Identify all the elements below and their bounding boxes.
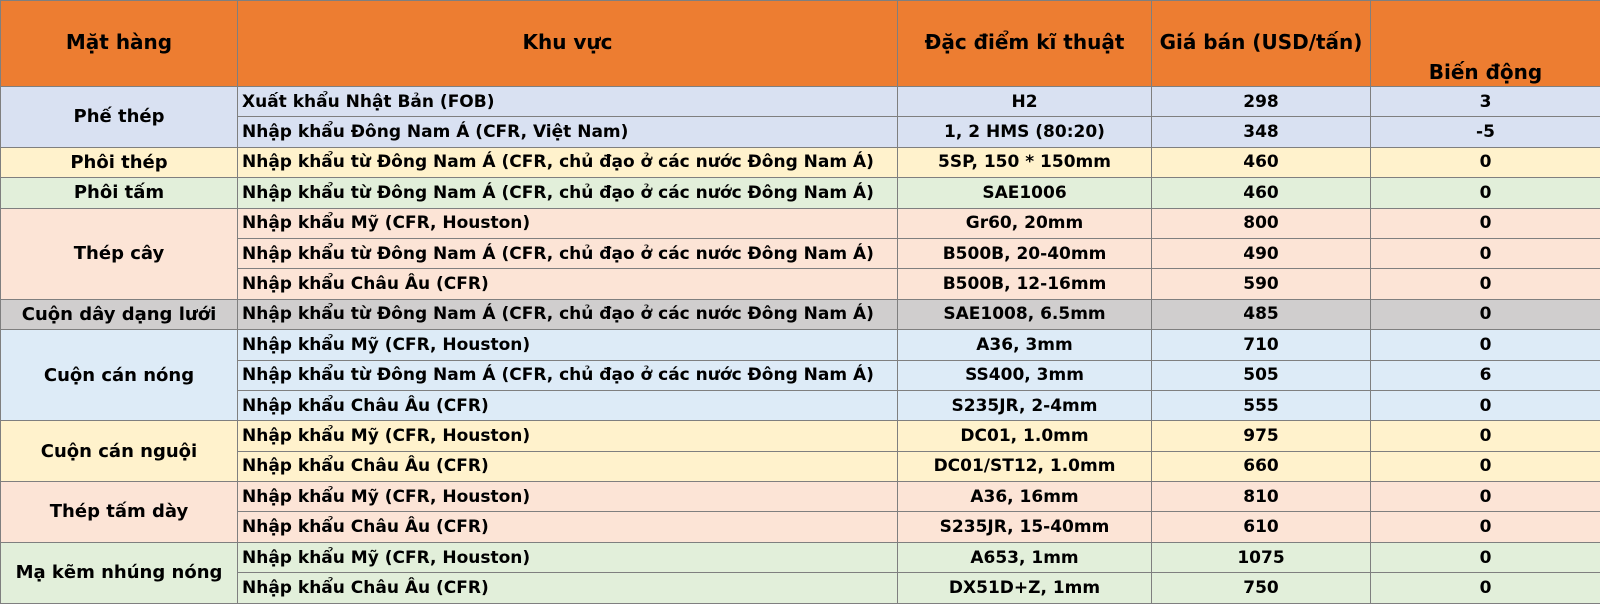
table-row xyxy=(1,573,1600,603)
spec-cell: DC01, 1.0mm xyxy=(898,421,1152,451)
spec-cell: A36, 3mm xyxy=(898,330,1152,360)
change-cell: 0 xyxy=(1371,512,1600,542)
table-row xyxy=(1,87,1600,117)
spec-cell: Gr60, 20mm xyxy=(898,208,1152,238)
change-cell: 0 xyxy=(1371,269,1600,299)
region-cell: Nhập khẩu Đông Nam Á (CFR, Việt Nam) xyxy=(238,117,898,147)
price-cell: 810 xyxy=(1152,482,1371,512)
spec-cell: SAE1006 xyxy=(898,178,1152,208)
table-row xyxy=(1,360,1600,390)
header-item: Mặt hàng xyxy=(1,1,238,87)
region-cell: Nhập khẩu Châu Âu (CFR) xyxy=(238,451,898,481)
spec-cell: 5SP, 150 * 150mm xyxy=(898,147,1152,177)
change-cell: 0 xyxy=(1371,299,1600,329)
region-cell: Nhập khẩu từ Đông Nam Á (CFR, chủ đạo ở các nước Đông Nam Á) xyxy=(238,360,898,390)
table-row xyxy=(1,178,1600,208)
table-row xyxy=(1,542,1600,572)
price-cell: 750 xyxy=(1152,573,1371,603)
region-cell: Nhập khẩu từ Đông Nam Á (CFR, chủ đạo ở các nước Đông Nam Á) xyxy=(238,178,898,208)
region-cell: Nhập khẩu Châu Âu (CFR) xyxy=(238,512,898,542)
table-row xyxy=(1,421,1600,451)
spec-cell: SS400, 3mm xyxy=(898,360,1152,390)
table-row xyxy=(1,451,1600,481)
change-cell: 0 xyxy=(1371,390,1600,420)
spec-cell: S235JR, 15-40mm xyxy=(898,512,1152,542)
table-row xyxy=(1,147,1600,177)
commodity-name: Phôi thép xyxy=(1,147,238,177)
change-cell: 6 xyxy=(1371,360,1600,390)
table-row xyxy=(1,208,1600,238)
change-cell: 0 xyxy=(1371,421,1600,451)
spec-cell: S235JR, 2-4mm xyxy=(898,390,1152,420)
region-cell: Nhập khẩu Mỹ (CFR, Houston) xyxy=(238,330,898,360)
header-spec: Đặc điểm kĩ thuật xyxy=(898,1,1152,87)
price-cell: 460 xyxy=(1152,178,1371,208)
region-cell: Xuất khẩu Nhật Bản (FOB) xyxy=(238,87,898,117)
region-cell: Nhập khẩu Châu Âu (CFR) xyxy=(238,269,898,299)
region-cell: Nhập khẩu Châu Âu (CFR) xyxy=(238,573,898,603)
change-cell: 0 xyxy=(1371,573,1600,603)
commodity-name: Thép cây xyxy=(1,208,238,299)
price-cell: 555 xyxy=(1152,390,1371,420)
table-body xyxy=(1,87,1600,604)
price-cell: 505 xyxy=(1152,360,1371,390)
header-region: Khu vực xyxy=(238,1,898,87)
change-cell: 0 xyxy=(1371,542,1600,572)
region-cell: Nhập khẩu từ Đông Nam Á (CFR, chủ đạo ở các nước Đông Nam Á) xyxy=(238,299,898,329)
region-cell: Nhập khẩu Mỹ (CFR, Houston) xyxy=(238,208,898,238)
commodity-name: Cuộn cán nóng xyxy=(1,330,238,421)
region-cell: Nhập khẩu từ Đông Nam Á (CFR, chủ đạo ở các nước Đông Nam Á) xyxy=(238,147,898,177)
change-cell: 0 xyxy=(1371,330,1600,360)
table-header xyxy=(1,1,1600,87)
change-cell: 3 xyxy=(1371,87,1600,117)
commodity-name: Phế thép xyxy=(1,87,238,148)
price-cell: 710 xyxy=(1152,330,1371,360)
table-row xyxy=(1,390,1600,420)
commodity-name: Thép tấm dày xyxy=(1,482,238,543)
change-cell: 0 xyxy=(1371,482,1600,512)
region-cell: Nhập khẩu Mỹ (CFR, Houston) xyxy=(238,482,898,512)
region-cell: Nhập khẩu Châu Âu (CFR) xyxy=(238,390,898,420)
change-cell: 0 xyxy=(1371,238,1600,268)
header-change: Biến động xyxy=(1371,1,1600,87)
commodity-name: Cuộn cán nguội xyxy=(1,421,238,482)
commodity-name: Cuộn dây dạng lưới xyxy=(1,299,238,329)
price-cell: 298 xyxy=(1152,87,1371,117)
price-cell: 660 xyxy=(1152,451,1371,481)
table-row xyxy=(1,117,1600,147)
commodity-name: Phôi tấm xyxy=(1,178,238,208)
spec-cell: DC01/ST12, 1.0mm xyxy=(898,451,1152,481)
change-cell: -5 xyxy=(1371,117,1600,147)
spec-cell: SAE1008, 6.5mm xyxy=(898,299,1152,329)
commodity-name: Mạ kẽm nhúng nóng xyxy=(1,542,238,603)
change-cell: 0 xyxy=(1371,147,1600,177)
region-cell: Nhập khẩu Mỹ (CFR, Houston) xyxy=(238,542,898,572)
spec-cell: A653, 1mm xyxy=(898,542,1152,572)
spec-cell: H2 xyxy=(898,87,1152,117)
change-cell: 0 xyxy=(1371,178,1600,208)
price-cell: 610 xyxy=(1152,512,1371,542)
price-cell: 485 xyxy=(1152,299,1371,329)
price-cell: 348 xyxy=(1152,117,1371,147)
table-row xyxy=(1,299,1600,329)
table-row xyxy=(1,330,1600,360)
region-cell: Nhập khẩu từ Đông Nam Á (CFR, chủ đạo ở các nước Đông Nam Á) xyxy=(238,238,898,268)
price-cell: 590 xyxy=(1152,269,1371,299)
table-row xyxy=(1,512,1600,542)
table-row xyxy=(1,482,1600,512)
price-cell: 800 xyxy=(1152,208,1371,238)
price-cell: 975 xyxy=(1152,421,1371,451)
header-price: Giá bán (USD/tấn) xyxy=(1152,1,1371,87)
table-row xyxy=(1,238,1600,268)
spec-cell: B500B, 12-16mm xyxy=(898,269,1152,299)
header-row xyxy=(1,1,1600,87)
price-cell: 490 xyxy=(1152,238,1371,268)
spec-cell: 1, 2 HMS (80:20) xyxy=(898,117,1152,147)
spec-cell: B500B, 20-40mm xyxy=(898,238,1152,268)
change-cell: 0 xyxy=(1371,451,1600,481)
change-cell: 0 xyxy=(1371,208,1600,238)
spec-cell: A36, 16mm xyxy=(898,482,1152,512)
region-cell: Nhập khẩu Mỹ (CFR, Houston) xyxy=(238,421,898,451)
price-cell: 460 xyxy=(1152,147,1371,177)
table-row xyxy=(1,269,1600,299)
price-cell: 1075 xyxy=(1152,542,1371,572)
spec-cell: DX51D+Z, 1mm xyxy=(898,573,1152,603)
